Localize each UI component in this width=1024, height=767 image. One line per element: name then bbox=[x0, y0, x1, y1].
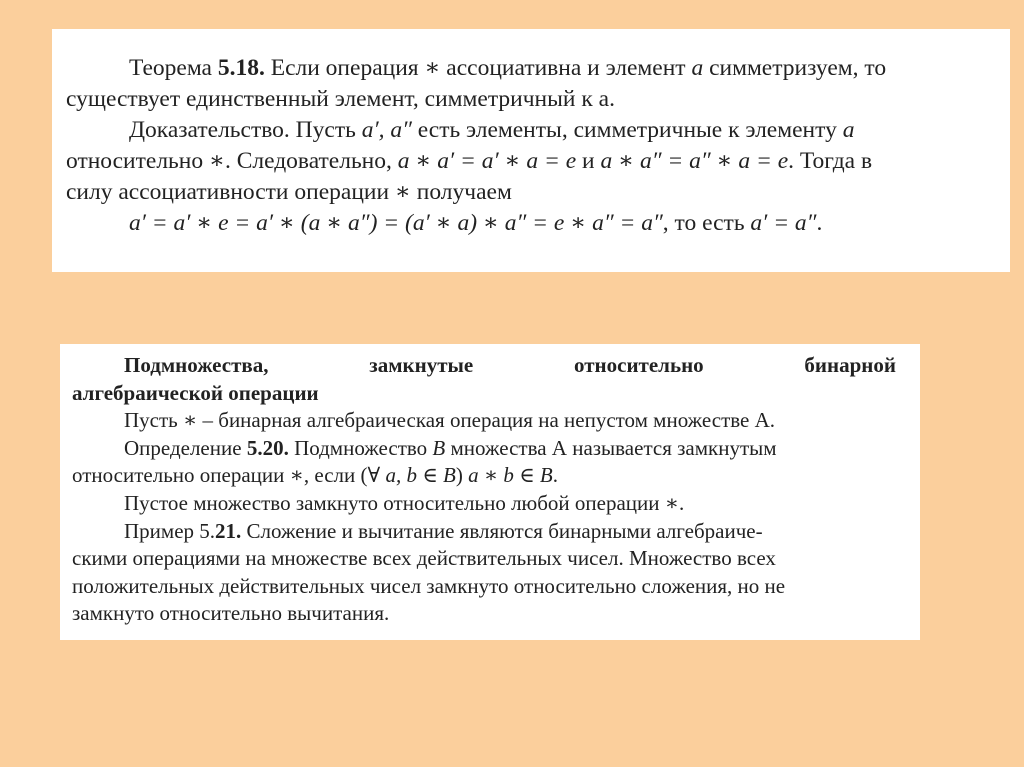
example-line-4: замкнуто относительно вычитания. bbox=[72, 601, 390, 626]
theorem-text: Если операция ∗ ассоциативна и элемент bbox=[264, 55, 692, 81]
theorem-var: a bbox=[691, 55, 704, 81]
definition-dot: . bbox=[552, 463, 558, 488]
section-heading-line-1 bbox=[72, 352, 896, 380]
definition-line-2 bbox=[72, 462, 896, 490]
proof-eq-2: a ∗ a″ = a″ ∗ a = e bbox=[600, 148, 789, 174]
example-label: Пример 5. bbox=[124, 518, 216, 543]
proof-text-d: и bbox=[576, 148, 601, 174]
theorem-card bbox=[52, 29, 1010, 272]
formula-end: a′ = a″ bbox=[750, 210, 817, 236]
theorem-label: Теорема bbox=[129, 55, 218, 81]
heading-word: Подмножества, bbox=[124, 353, 269, 377]
theorem-number: 5.18. bbox=[217, 55, 265, 81]
proof-text-e: . Тогда в bbox=[788, 148, 873, 174]
heading-word: бинарной bbox=[804, 353, 896, 377]
paragraph-empty-set: Пустое множество замкнуто относительно любой операции ∗. bbox=[124, 490, 685, 515]
subsets-card bbox=[60, 344, 920, 640]
proof-label: Доказательство. bbox=[129, 117, 290, 143]
proof-text: Пусть bbox=[289, 117, 362, 143]
definition-expr: a ∗ b ∈ B bbox=[468, 463, 553, 488]
proof-line-1 bbox=[66, 115, 996, 146]
example-line-2: скими операциями на множестве всех действительных чисел. Множество всех bbox=[72, 546, 776, 571]
definition-text-b: множества А называется замкнутым bbox=[445, 435, 777, 460]
definition-var: B bbox=[432, 435, 446, 460]
theorem-text-end: симметризуем, то bbox=[703, 55, 887, 81]
proof-vars: a′, a″ bbox=[361, 117, 412, 143]
example-line-3: положительных действительных чисел замкнуто относительно сложения, но не bbox=[72, 573, 786, 598]
heading-word: замкнутые bbox=[369, 353, 474, 377]
proof-line-3: силу ассоциативности операции ∗ получаем bbox=[66, 179, 512, 205]
definition-text-d: ) bbox=[455, 463, 469, 488]
formula-dot: . bbox=[816, 210, 823, 236]
definition-label: Определение bbox=[124, 435, 247, 460]
theorem-line-2: существует единственный элемент, симметричный к а. bbox=[66, 86, 615, 112]
definition-vars: a, b ∈ B bbox=[385, 463, 456, 488]
proof-text-b: есть элементы, симметричные к элементу bbox=[411, 117, 843, 143]
proof-text-c: относительно ∗. Следовательно, bbox=[66, 148, 398, 174]
example-line-1 bbox=[72, 518, 896, 546]
definition-number: 5.20. bbox=[246, 435, 289, 460]
proof-eq-1: a ∗ a′ = a′ ∗ a = e bbox=[397, 148, 577, 174]
formula-tail: , то есть bbox=[662, 210, 751, 236]
definition-text: Подмножество bbox=[288, 435, 433, 460]
section-heading-line-2: алгебраической операции bbox=[72, 380, 319, 405]
example-number: 21. bbox=[215, 518, 242, 543]
definition-text-c: относительно операции ∗, если (∀ bbox=[72, 463, 386, 488]
proof-line-2 bbox=[66, 146, 996, 177]
definition-line-1 bbox=[72, 435, 896, 463]
heading-word: относительно bbox=[573, 353, 704, 377]
theorem-line-1 bbox=[66, 53, 996, 84]
formula-main: a′ = a′ ∗ e = a′ ∗ (a ∗ a″) = (a′ ∗ a) ∗ a″ = e ∗ a″ = a″ bbox=[129, 210, 663, 236]
paragraph-let: Пусть ∗ – бинарная алгебраическая операция на непустом множестве А. bbox=[124, 408, 776, 433]
proof-var: a bbox=[842, 117, 855, 143]
example-text: Сложение и вычитание являются бинарными алгебраиче- bbox=[241, 518, 763, 543]
proof-formula bbox=[66, 208, 996, 239]
